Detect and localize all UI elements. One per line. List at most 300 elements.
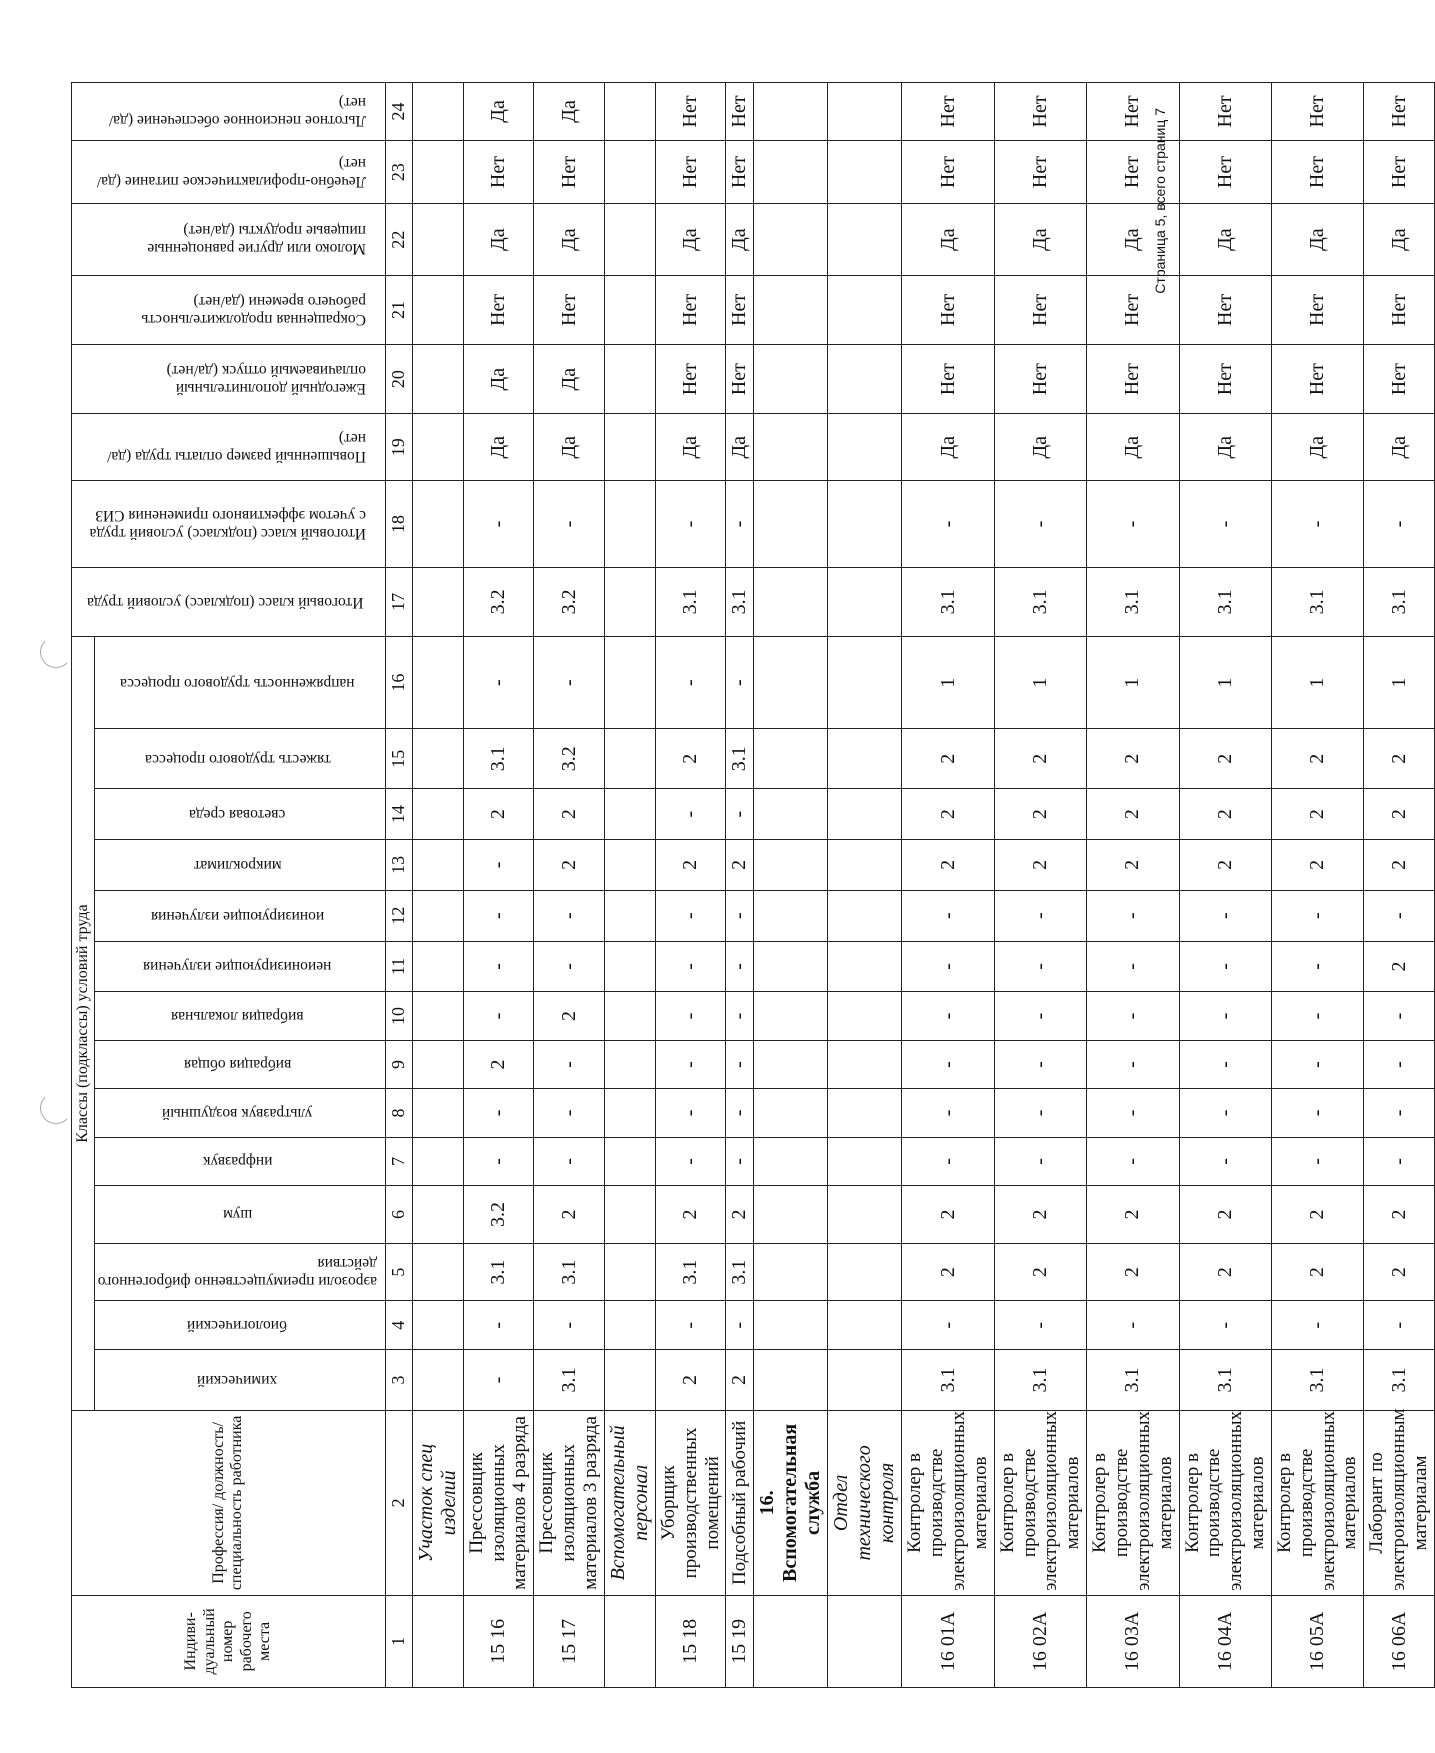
section-empty-cell — [828, 992, 902, 1040]
cell-col-17: 3.1 — [902, 567, 994, 636]
cell-col-10: - — [655, 992, 726, 1040]
column-number: 19 — [385, 414, 412, 481]
cell-col-21: Нет — [655, 275, 726, 344]
cell-col-7: - — [1271, 1137, 1363, 1185]
profession-name: Подсобный рабочий — [726, 1411, 754, 1596]
cell-col-23: Нет — [994, 140, 1086, 203]
section-empty-cell — [754, 789, 828, 840]
section-empty-cell — [828, 83, 902, 141]
cell-col-19: Да — [1087, 414, 1179, 481]
cell-col-8: - — [1087, 1089, 1179, 1137]
cell-col-17: 3.2 — [534, 567, 605, 636]
section-empty-cell — [754, 83, 828, 141]
header-factor-text: ионизирующие излучения — [150, 907, 324, 925]
section-empty-cell — [828, 1040, 902, 1088]
cell-col-20: Да — [463, 345, 534, 414]
cell-col-13: 2 — [994, 840, 1086, 891]
cell-col-7: - — [994, 1137, 1086, 1185]
cell-col-16: - — [463, 636, 534, 728]
cell-col-5: 2 — [902, 1243, 994, 1301]
cell-col-4: - — [463, 1301, 534, 1349]
cell-col-23: Нет — [726, 140, 754, 203]
workplace-id: 16 01А — [902, 1595, 994, 1687]
cell-col-13: 2 — [1364, 840, 1435, 891]
section-empty-cell — [828, 414, 902, 481]
cell-col-6: 2 — [1179, 1186, 1271, 1244]
cell-col-23: Нет — [1364, 140, 1435, 203]
section-empty-cell — [828, 636, 902, 728]
cell-col-17: 3.1 — [1179, 567, 1271, 636]
profession-name: Контролер в производстве электроизоляционных материалов — [1179, 1411, 1271, 1596]
section-empty-cell — [754, 345, 828, 414]
cell-col-7: - — [1179, 1137, 1271, 1185]
cell-col-3: 3.1 — [1087, 1349, 1179, 1410]
section-empty-cell — [754, 1243, 828, 1301]
cell-col-16: - — [534, 636, 605, 728]
cell-col-11: - — [463, 941, 534, 992]
section-label: Участок спец изделий — [412, 1411, 463, 1596]
cell-col-24: Нет — [1179, 83, 1271, 141]
header-col22-text: Молоко или другие равноценные пищевые продукты (да/нет) — [147, 222, 366, 258]
section-empty-cell — [412, 83, 463, 141]
header-group-row — [72, 83, 95, 1688]
column-number: 15 — [385, 729, 412, 789]
cell-col-24: Нет — [726, 83, 754, 141]
table-row — [1271, 83, 1363, 1688]
section-empty-cell — [412, 1349, 463, 1410]
profession-name: Контролер в производстве электроизоляционных материалов — [902, 1411, 994, 1596]
section-empty-cell — [754, 729, 828, 789]
cell-col-22: Да — [726, 204, 754, 276]
section-empty-cell — [604, 140, 655, 203]
header-factor-14 — [95, 789, 385, 840]
column-number: 9 — [385, 1040, 412, 1088]
header-factor-15 — [95, 729, 385, 789]
cell-col-24: Нет — [1271, 83, 1363, 141]
table-row — [994, 83, 1086, 1688]
cell-col-18: - — [1087, 481, 1179, 568]
cell-col-4: - — [1087, 1301, 1179, 1349]
section-empty-cell — [412, 1301, 463, 1349]
header-profession — [72, 1411, 386, 1596]
cell-col-11: - — [994, 941, 1086, 992]
section-empty-cell — [828, 1595, 902, 1687]
section-empty-cell — [828, 941, 902, 992]
section-empty-cell — [754, 941, 828, 992]
cell-col-3: - — [463, 1349, 534, 1410]
cell-col-7: - — [902, 1137, 994, 1185]
header-col23 — [72, 140, 386, 203]
cell-col-5: 2 — [1087, 1243, 1179, 1301]
section-empty-cell — [754, 1137, 828, 1185]
header-workplace-id-text: Индиви-дуальный номер рабочего места — [182, 1608, 273, 1675]
header-col22 — [72, 204, 386, 276]
section-empty-cell — [412, 1595, 463, 1687]
cell-col-21: Нет — [463, 275, 534, 344]
cell-col-14: - — [655, 789, 726, 840]
cell-col-8: - — [1179, 1089, 1271, 1137]
section-empty-cell — [828, 140, 902, 203]
section-empty-cell — [412, 204, 463, 276]
section-empty-cell — [754, 204, 828, 276]
workplace-id: 16 04А — [1179, 1595, 1271, 1687]
cell-col-9: 2 — [463, 1040, 534, 1088]
cell-col-20: Нет — [1179, 345, 1271, 414]
section-empty-cell — [412, 789, 463, 840]
header-factor-4 — [95, 1301, 385, 1349]
cell-col-18: - — [534, 481, 605, 568]
cell-col-13: 2 — [1179, 840, 1271, 891]
section-empty-cell — [828, 345, 902, 414]
cell-col-13: 2 — [655, 840, 726, 891]
cell-col-19: Да — [1364, 414, 1435, 481]
cell-col-17: 3.1 — [1087, 567, 1179, 636]
cell-col-11: - — [902, 941, 994, 992]
cell-col-9: - — [534, 1040, 605, 1088]
workplace-id: 15 19 — [726, 1595, 754, 1687]
header-factor-text: ультразвук воздушный — [162, 1104, 313, 1122]
cell-col-11: - — [1271, 941, 1363, 992]
column-number: 11 — [385, 941, 412, 992]
section-empty-cell — [604, 83, 655, 141]
section-empty-cell — [754, 1186, 828, 1244]
cell-col-17: 3.1 — [1364, 567, 1435, 636]
profession-name: Контролер в производстве электроизоляционных материалов — [1271, 1411, 1363, 1596]
section-empty-cell — [412, 1137, 463, 1185]
cell-col-15: 2 — [655, 729, 726, 789]
cell-col-23: Нет — [463, 140, 534, 203]
cell-col-4: - — [1271, 1301, 1363, 1349]
cell-col-5: 2 — [1364, 1243, 1435, 1301]
header-factor-12 — [95, 890, 385, 941]
cell-col-8: - — [655, 1089, 726, 1137]
cell-col-17: 3.2 — [463, 567, 534, 636]
section-empty-cell — [604, 1186, 655, 1244]
cell-col-6: 2 — [1271, 1186, 1363, 1244]
cell-col-10: - — [726, 992, 754, 1040]
cell-col-12: - — [902, 890, 994, 941]
header-factor-text: напряженность трудового процесса — [120, 674, 355, 692]
section-empty-cell — [604, 1595, 655, 1687]
header-factor-text: инфразвук — [202, 1153, 273, 1171]
cell-col-10: - — [1087, 992, 1179, 1040]
cell-col-17: 3.1 — [726, 567, 754, 636]
section-label: 16. Вспомогательная служба — [754, 1411, 828, 1596]
cell-col-12: - — [534, 890, 605, 941]
header-factor-text: шум — [222, 1206, 253, 1224]
cell-col-14: - — [726, 789, 754, 840]
cell-col-14: 2 — [994, 789, 1086, 840]
section-empty-cell — [828, 729, 902, 789]
cell-col-10: - — [1364, 992, 1435, 1040]
cell-col-15: 2 — [1364, 729, 1435, 789]
cell-col-9: - — [902, 1040, 994, 1088]
profession-name: Прессовщик изоляционных материалов 4 разряда — [463, 1411, 534, 1596]
section-empty-cell — [754, 890, 828, 941]
cell-col-14: 2 — [1364, 789, 1435, 840]
cell-col-22: Да — [463, 204, 534, 276]
cell-col-16: 1 — [1364, 636, 1435, 728]
cell-col-10: - — [1179, 992, 1271, 1040]
section-empty-cell — [604, 1349, 655, 1410]
section-empty-cell — [604, 636, 655, 728]
cell-col-22: Да — [994, 204, 1086, 276]
cell-col-24: Да — [534, 83, 605, 141]
header-factor-text: вибрация локальная — [171, 1007, 304, 1025]
section-empty-cell — [412, 636, 463, 728]
cell-col-13: 2 — [1271, 840, 1363, 891]
header-col17-text: Итоговый класс (подкласс) условий труда — [87, 593, 364, 611]
cell-col-20: Нет — [726, 345, 754, 414]
section-empty-cell — [412, 1040, 463, 1088]
table-row — [655, 83, 726, 1688]
section-label: Отдел технического контроля — [828, 1411, 902, 1596]
page-footer-text: Страница 5, всего страниц 7 — [1152, 108, 1168, 294]
cell-col-7: - — [534, 1137, 605, 1185]
section-empty-cell — [412, 1186, 463, 1244]
profession-name: Уборщик производственных помещений — [655, 1411, 726, 1596]
cell-col-19: Да — [534, 414, 605, 481]
cell-col-12: - — [1271, 890, 1363, 941]
cell-col-15: 3.1 — [726, 729, 754, 789]
header-col19 — [72, 414, 386, 481]
cell-col-17: 3.1 — [994, 567, 1086, 636]
column-number: 14 — [385, 789, 412, 840]
header-col17 — [72, 567, 386, 636]
column-number-row — [385, 83, 412, 1688]
cell-col-7: - — [1087, 1137, 1179, 1185]
section-empty-cell — [412, 890, 463, 941]
cell-col-6: 2 — [1364, 1186, 1435, 1244]
profession-name: Контролер в производстве электроизоляционных материалов — [994, 1411, 1086, 1596]
section-empty-cell — [828, 204, 902, 276]
section-empty-cell — [604, 729, 655, 789]
working-conditions-table — [71, 82, 1435, 1688]
column-number: 13 — [385, 840, 412, 891]
cell-col-10: - — [1271, 992, 1363, 1040]
header-col18 — [72, 481, 386, 568]
section-empty-cell — [754, 636, 828, 728]
cell-col-12: - — [655, 890, 726, 941]
workplace-id: 16 06А — [1364, 1595, 1435, 1687]
punch-hole-top — [40, 636, 72, 668]
section-empty-cell — [604, 204, 655, 276]
column-number: 8 — [385, 1089, 412, 1137]
header-col24-text: Льготное пенсионное обеспечение (да/нет) — [108, 94, 366, 130]
column-number: 10 — [385, 992, 412, 1040]
cell-col-21: Нет — [726, 275, 754, 344]
cell-col-19: Да — [1271, 414, 1363, 481]
table-body — [385, 83, 1434, 1688]
section-empty-cell — [828, 1186, 902, 1244]
cell-col-3: 3.1 — [1271, 1349, 1363, 1410]
cell-col-4: - — [726, 1301, 754, 1349]
section-empty-cell — [604, 275, 655, 344]
header-col18-text: Итоговый класс (подкласс) условий труда с учетом эффективного применения СИЗ — [89, 506, 366, 542]
cell-col-10: 2 — [534, 992, 605, 1040]
profession-name: Контролер в производстве электроизоляционных материалов — [1087, 1411, 1179, 1596]
column-number: 18 — [385, 481, 412, 568]
workplace-id: 15 16 — [463, 1595, 534, 1687]
cell-col-4: - — [1179, 1301, 1271, 1349]
section-empty-cell — [604, 1137, 655, 1185]
cell-col-9: - — [655, 1040, 726, 1088]
section-empty-cell — [828, 1243, 902, 1301]
header-factor-10 — [95, 992, 385, 1040]
workplace-id: 15 17 — [534, 1595, 605, 1687]
section-empty-cell — [754, 275, 828, 344]
cell-col-17: 3.1 — [1271, 567, 1363, 636]
section-empty-cell — [604, 840, 655, 891]
cell-col-4: - — [655, 1301, 726, 1349]
header-col20-text: Ежегодный дополнительный оплачиваемый отпуск (да/нет) — [166, 362, 366, 397]
cell-col-13: 2 — [534, 840, 605, 891]
section-empty-cell — [604, 941, 655, 992]
cell-col-6: 2 — [1087, 1186, 1179, 1244]
cell-col-22: Да — [1364, 204, 1435, 276]
cell-col-24: Нет — [655, 83, 726, 141]
header-factor-text: тяжесть трудового процесса — [144, 750, 331, 768]
section-empty-cell — [754, 414, 828, 481]
header-factor-7 — [95, 1137, 385, 1185]
section-empty-cell — [754, 481, 828, 568]
section-empty-cell — [828, 481, 902, 568]
cell-col-5: 2 — [1271, 1243, 1363, 1301]
cell-col-16: - — [726, 636, 754, 728]
section-empty-cell — [604, 1089, 655, 1137]
cell-col-8: - — [902, 1089, 994, 1137]
header-factor-8 — [95, 1089, 385, 1137]
cell-col-6: 2 — [534, 1186, 605, 1244]
workplace-id: 16 02А — [994, 1595, 1086, 1687]
cell-col-24: Да — [463, 83, 534, 141]
cell-col-20: Нет — [902, 345, 994, 414]
column-number: 3 — [385, 1349, 412, 1410]
header-factor-text: световая среда — [189, 806, 286, 824]
cell-col-18: - — [726, 481, 754, 568]
table-row — [1179, 83, 1271, 1688]
cell-col-7: - — [655, 1137, 726, 1185]
cell-col-20: Да — [534, 345, 605, 414]
cell-col-22: Да — [655, 204, 726, 276]
section-label: Вспомогательный персонал — [604, 1411, 655, 1596]
header-workplace-id — [72, 1595, 386, 1687]
header-factor-3 — [95, 1349, 385, 1410]
header-factor-6 — [95, 1186, 385, 1244]
header-factor-13 — [95, 840, 385, 891]
header-factor-5 — [95, 1243, 385, 1301]
header-factor-9 — [95, 1040, 385, 1088]
workplace-id: 16 05А — [1271, 1595, 1363, 1687]
section-empty-cell — [412, 992, 463, 1040]
section-empty-cell — [412, 729, 463, 789]
cell-col-11: 2 — [1364, 941, 1435, 992]
cell-col-19: Да — [1179, 414, 1271, 481]
cell-col-21: Нет — [994, 275, 1086, 344]
cell-col-21: Нет — [1087, 275, 1179, 344]
cell-col-15: 2 — [1271, 729, 1363, 789]
cell-col-24: Нет — [1364, 83, 1435, 141]
cell-col-14: 2 — [534, 789, 605, 840]
section-empty-cell — [754, 1349, 828, 1410]
section-empty-cell — [828, 1137, 902, 1185]
cell-col-12: - — [726, 890, 754, 941]
cell-col-10: - — [463, 992, 534, 1040]
cell-col-16: 1 — [1087, 636, 1179, 728]
column-number: 20 — [385, 345, 412, 414]
cell-col-5: 2 — [1179, 1243, 1271, 1301]
header-factor-text: аэрозоли преимущественно фиброгенного действия — [98, 1255, 378, 1290]
cell-col-6: 2 — [655, 1186, 726, 1244]
cell-col-20: Нет — [1364, 345, 1435, 414]
cell-col-13: 2 — [1087, 840, 1179, 891]
cell-col-9: - — [726, 1040, 754, 1088]
workplace-id: 15 18 — [655, 1595, 726, 1687]
column-number: 4 — [385, 1301, 412, 1349]
cell-col-15: 3.2 — [534, 729, 605, 789]
cell-col-9: - — [1179, 1040, 1271, 1088]
column-number: 12 — [385, 890, 412, 941]
cell-col-16: 1 — [994, 636, 1086, 728]
table-row — [902, 83, 994, 1688]
cell-col-17: 3.1 — [655, 567, 726, 636]
section-empty-cell — [604, 345, 655, 414]
header-factor-text: биологический — [187, 1317, 288, 1335]
page-footer — [1152, 108, 1178, 408]
header-factor-text: неионизирующие излучения — [143, 958, 332, 976]
cell-col-21: Нет — [902, 275, 994, 344]
cell-col-20: Нет — [994, 345, 1086, 414]
table-row — [463, 83, 534, 1688]
cell-col-14: 2 — [902, 789, 994, 840]
column-number: 23 — [385, 140, 412, 203]
column-number: 17 — [385, 567, 412, 636]
cell-col-12: - — [994, 890, 1086, 941]
section-row — [412, 83, 463, 1688]
section-empty-cell — [412, 1243, 463, 1301]
profession-name: Лаборант по электроизоляционным материалам — [1364, 1411, 1435, 1596]
cell-col-24: Нет — [994, 83, 1086, 141]
header-col21 — [72, 275, 386, 344]
cell-col-8: - — [994, 1089, 1086, 1137]
section-empty-cell — [828, 1089, 902, 1137]
cell-col-16: 1 — [1271, 636, 1363, 728]
column-number: 7 — [385, 1137, 412, 1185]
cell-col-11: - — [534, 941, 605, 992]
section-empty-cell — [754, 1301, 828, 1349]
cell-col-22: Да — [534, 204, 605, 276]
column-number: 24 — [385, 83, 412, 141]
section-empty-cell — [412, 840, 463, 891]
section-empty-cell — [604, 1040, 655, 1088]
cell-col-8: - — [1364, 1089, 1435, 1137]
section-empty-cell — [754, 1040, 828, 1088]
cell-col-16: 1 — [902, 636, 994, 728]
table-row — [1364, 83, 1435, 1688]
section-empty-cell — [754, 567, 828, 636]
cell-col-11: - — [1087, 941, 1179, 992]
cell-col-11: - — [655, 941, 726, 992]
cell-col-19: Да — [994, 414, 1086, 481]
cell-col-10: - — [902, 992, 994, 1040]
column-number: 16 — [385, 636, 412, 728]
cell-col-18: - — [1179, 481, 1271, 568]
cell-col-15: 3.1 — [463, 729, 534, 789]
section-empty-cell — [412, 941, 463, 992]
table-row — [534, 83, 605, 1688]
header-col20 — [72, 345, 386, 414]
section-empty-cell — [828, 567, 902, 636]
